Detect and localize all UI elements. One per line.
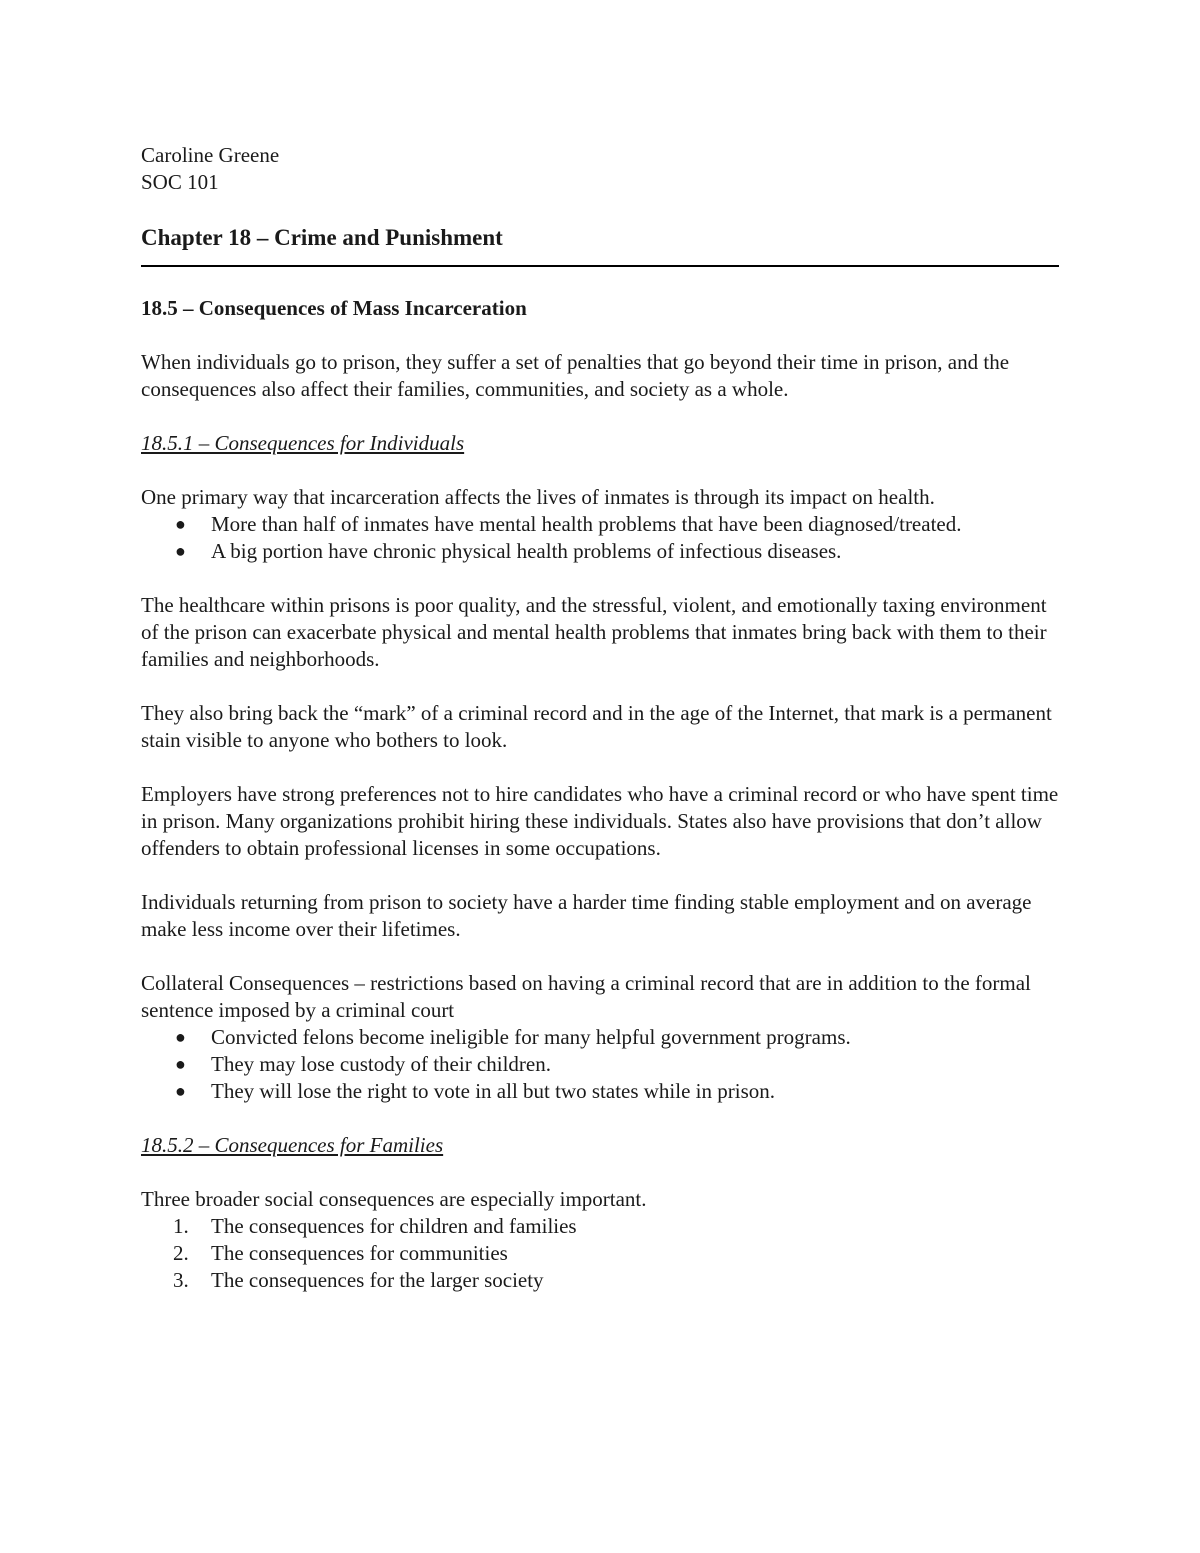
section-title: 18.5 – Consequences of Mass Incarceration: [141, 296, 527, 320]
individuals-lead: One primary way that incarceration affects the lives of inmates is through its impact on health.: [141, 485, 935, 509]
paragraph: The healthcare within prisons is poor quality, and the stressful, violent, and emotionally taxing environment of the prison can exacerbate physical and mental health problems that inmates bring back with them to their families and neighborhoods.: [141, 593, 1047, 671]
list-item-text: A big portion have chronic physical health problems of infectious diseases.: [211, 539, 842, 563]
subsection-heading-individuals: 18.5.1 – Consequences for Individuals: [141, 431, 465, 455]
list-item-text: Convicted felons become ineligible for many helpful government programs.: [211, 1025, 851, 1049]
course-code: SOC 101: [141, 170, 219, 194]
list-item: [141, 511, 1061, 538]
list-item-text: The consequences for communities: [211, 1241, 508, 1265]
subsection-heading-families: 18.5.2 – Consequences for Families: [141, 1133, 444, 1157]
title-divider: [141, 265, 1059, 267]
paragraph: Employers have strong preferences not to hire candidates who have a criminal record or who have spent time in prison. Many organizations prohibit hiring these individuals. States also have provisions that don’t allow offenders to obtain professional licenses in some occupations.: [141, 782, 1059, 860]
list-item-text: The consequences for the larger society: [211, 1268, 544, 1292]
list-item: [141, 1213, 1061, 1240]
bullet-icon: ●: [175, 514, 186, 534]
bullet-icon: ●: [175, 541, 186, 561]
bullet-icon: ●: [175, 1054, 186, 1074]
bullet-icon: ●: [175, 1027, 186, 1047]
list-item-text: More than half of inmates have mental health problems that have been diagnosed/treated.: [211, 512, 962, 536]
numbered-list: [141, 1213, 1061, 1294]
bullet-icon: ●: [175, 1081, 186, 1101]
list-number: 2.: [173, 1241, 189, 1265]
list-item: [141, 538, 1061, 565]
health-bullet-list: [141, 511, 1061, 565]
list-item-text: They will lose the right to vote in all but two states while in prison.: [211, 1079, 776, 1103]
list-item-text: They may lose custody of their children.: [211, 1052, 551, 1076]
author-name: Caroline Greene: [141, 143, 280, 167]
section-intro: When individuals go to prison, they suffer a set of penalties that go beyond their time in prison, and the consequences also affect their families, communities, and society as a whole.: [141, 350, 1010, 401]
list-item: [141, 1267, 1061, 1294]
list-item: [141, 1240, 1061, 1267]
document-page: [141, 142, 1061, 1294]
list-item: [141, 1024, 1061, 1051]
list-item: [141, 1078, 1061, 1105]
paragraph: They also bring back the “mark” of a criminal record and in the age of the Internet, that mark is a permanent stain visible to anyone who bothers to look.: [141, 701, 1052, 752]
paragraph: Individuals returning from prison to society have a harder time finding stable employment and on average make less income over their lifetimes.: [141, 890, 1032, 941]
list-number: 1.: [173, 1214, 189, 1238]
collateral-definition: Collateral Consequences – restrictions based on having a criminal record that are in addition to the formal sentence imposed by a criminal court: [141, 971, 1031, 1022]
collateral-bullet-list: [141, 1024, 1061, 1105]
chapter-title: Chapter 18 – Crime and Punishment: [141, 225, 503, 250]
list-number: 3.: [173, 1268, 189, 1292]
list-item-text: The consequences for children and families: [211, 1214, 577, 1238]
list-item: [141, 1051, 1061, 1078]
families-lead: Three broader social consequences are especially important.: [141, 1187, 647, 1211]
